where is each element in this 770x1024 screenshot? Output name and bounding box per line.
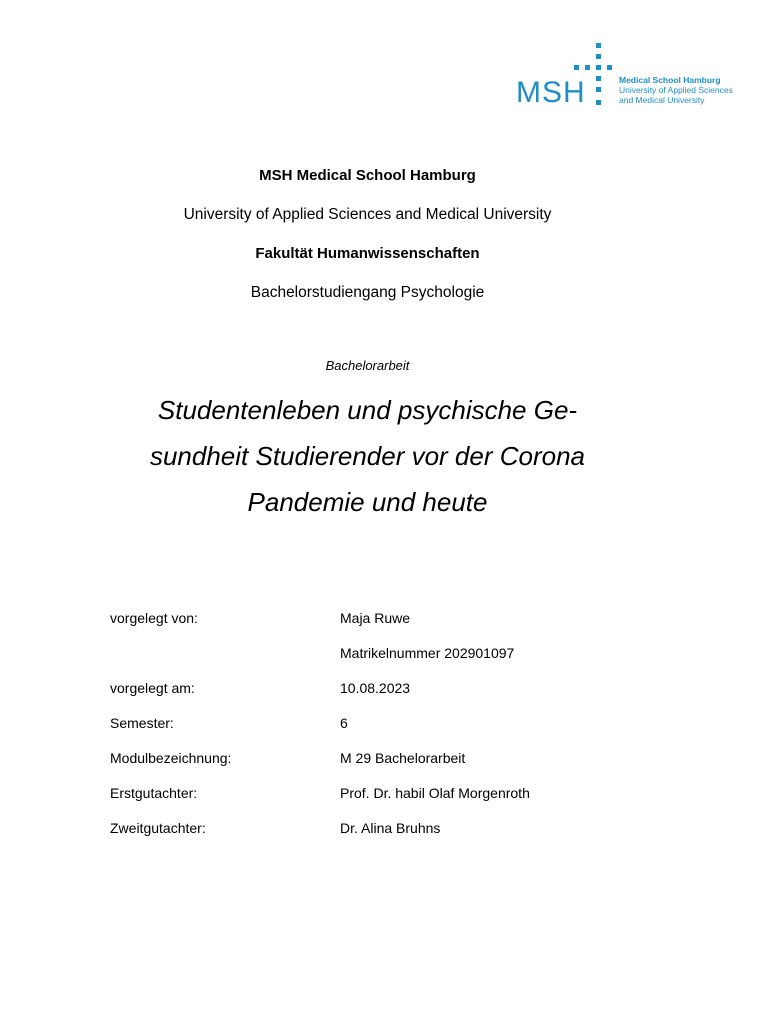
thesis-title: [0, 387, 735, 525]
detail-row-module: [110, 750, 670, 770]
detail-label: Erstgutachter:: [110, 785, 198, 801]
institution-name: MSH Medical School Hamburg: [259, 167, 476, 184]
detail-label: vorgelegt von:: [110, 610, 198, 626]
detail-value: M 29 Bachelorarbeit: [340, 750, 466, 766]
detail-row-author: [110, 610, 670, 630]
detail-label: Modulbezeichnung:: [110, 750, 232, 766]
msh-logo: [516, 40, 736, 114]
detail-row-first-reviewer: [110, 785, 670, 805]
detail-row-semester: [110, 715, 670, 735]
detail-value: Matrikelnummer 202901097: [340, 645, 515, 661]
detail-value: 10.08.2023: [340, 680, 411, 696]
thesis-title-line: sundheit Studierender vor der Corona: [149, 441, 586, 471]
detail-row-second-reviewer: [110, 820, 670, 840]
detail-label: vorgelegt am:: [110, 680, 195, 696]
detail-value: Maja Ruwe: [340, 610, 411, 626]
detail-label: Semester:: [110, 715, 174, 731]
faculty-name: Fakultät Humanwissenschaften: [255, 245, 480, 262]
detail-row-matriculation: [110, 645, 670, 665]
thesis-title-line: Studentenleben und psychische Ge-: [157, 395, 578, 425]
detail-label: Zweitgutachter:: [110, 820, 206, 836]
study-program: Bachelorstudiengang Psychologie: [250, 284, 485, 301]
logo-line-1: Medical School Hamburg: [619, 75, 721, 85]
detail-value: 6: [340, 715, 348, 731]
detail-value: Prof. Dr. habil Olaf Morgenroth: [340, 785, 530, 801]
logo-text: [619, 75, 733, 105]
detail-value: Dr. Alina Bruhns: [340, 820, 441, 836]
university-name: University of Applied Sciences and Medical University: [183, 206, 552, 223]
thesis-type: Bachelorarbeit: [325, 358, 410, 373]
logo-line-3: and Medical University: [619, 95, 705, 105]
detail-row-date: [110, 680, 670, 700]
logo-line-2: University of Applied Sciences: [619, 85, 733, 95]
logo-abbrev: MSH: [516, 76, 586, 109]
thesis-title-line: Pandemie und heute: [247, 487, 488, 517]
